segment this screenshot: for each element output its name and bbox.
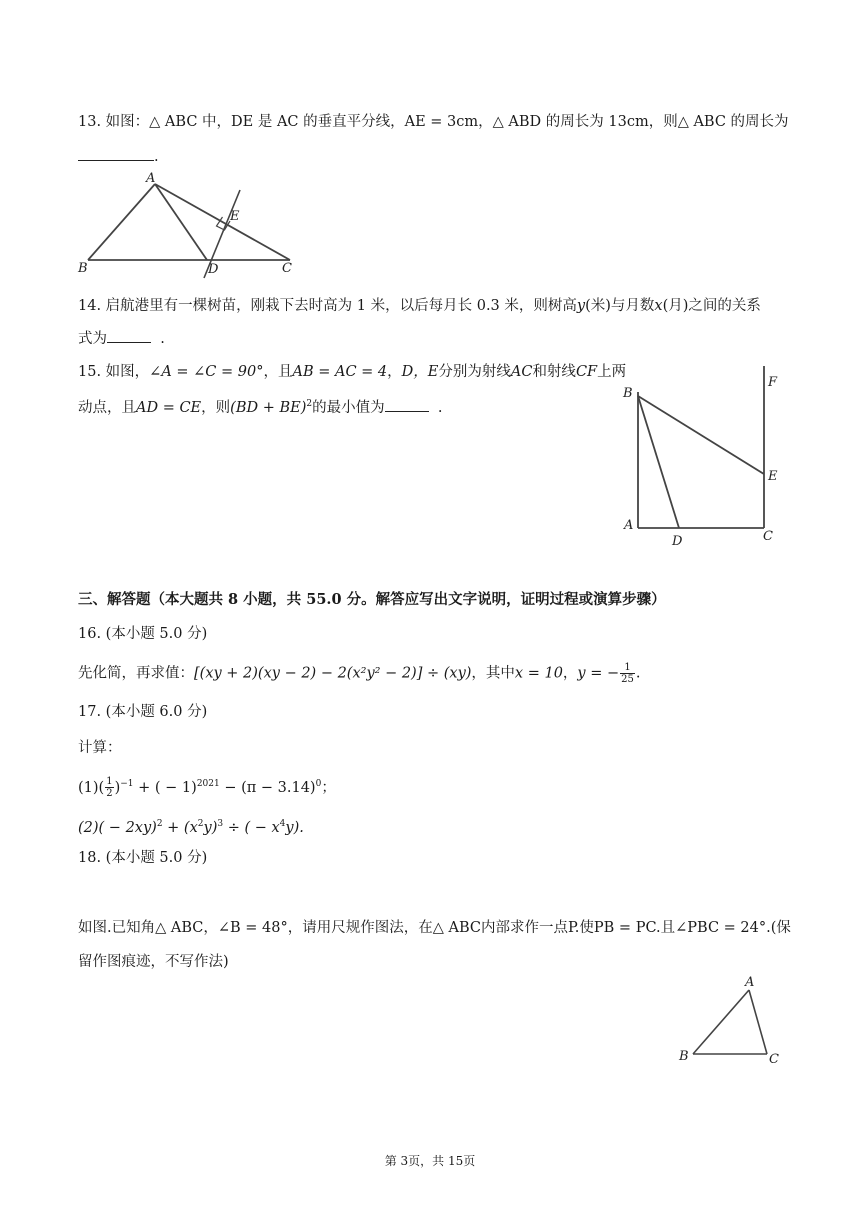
q15-text-e: 和射线 [532,364,576,380]
q18-label-a: A [745,975,755,990]
q15-ad-ce: AD = CE [136,399,202,416]
q14-unit-x: (月)之间的关系 [662,298,761,314]
q16-y-eq: y = − [577,665,620,682]
q18-label-b: B [679,1049,689,1064]
q14-tail: . [160,331,165,347]
q15-text-g: 动点，且 [78,399,136,416]
q17-intro: 计算： [78,740,122,756]
q13-label-d: D [208,262,219,277]
q17-p2-exp4: 4 [279,819,286,829]
q15-answer-blank[interactable] [385,397,429,412]
q13-line2 [78,146,159,167]
q14-unit-y: (米)与月数 [585,298,655,314]
q16-body [78,662,640,685]
q15-line2 [78,394,442,418]
q15-line1 [78,362,626,382]
q18-line1: 如图.已知角△ ABC，∠B = 48°，请用尺规作图法，在△ ABC内部求作一点P.使PB = PC.且∠PBC = 24°.(保 [78,920,791,936]
q17-p1-exp1: −1 [120,779,134,789]
q17-p1-den: 2 [106,788,113,800]
q16-fraction [620,662,635,685]
q13-label-c: C [282,261,292,276]
q13-label-b: B [78,261,88,276]
q13-answer-blank[interactable] [78,146,154,161]
q15-label-e: E [768,469,778,484]
q17-header: 17. (本小题 6.0 分) [78,704,208,720]
q17-p2-a: (2)( − 2xy) [78,819,157,836]
q15-figure [618,362,788,552]
q15-text-c: ， [387,364,402,380]
q17-part2 [78,814,304,838]
q15-label-a: A [624,518,634,533]
q15-label-c: C [763,529,773,544]
q15-text-d: 分别为射线 [438,364,511,380]
q14-line1 [78,296,761,316]
q17-p1-num: 1 [106,776,113,788]
q15-angle-eq: ∠A = ∠C = 90° [149,364,264,380]
q16-frac-num: 1 [620,662,635,674]
q14-text-a: 14. 启航港里有一棵树苗，刚栽下去时高为 1 米，以后每月长 0.3 米，则树高 [78,298,577,314]
q17-p1-tail: ； [321,779,336,796]
q15-len-eq: AB = AC = 4 [292,364,388,380]
q17-p1-mid2: − (π − 3.14) [219,779,316,796]
q16-expr: [(xy + 2)(xy − 2) − 2(x²y² − 2)] ÷ (xy) [194,665,472,682]
q13-label-e: E [230,209,240,224]
q17-p2-c: y) [203,819,218,836]
q17-part1 [78,774,336,799]
q18-line2: 留作图痕迹，不写作法) [78,954,229,970]
q17-p2-exp3: 3 [217,819,224,829]
q13-text: 13. 如图：△ ABC 中，DE 是 AC 的垂直平分线，AE = 3cm，△ ABD 的周长为 13cm，则△ ABC 的周长为 [78,114,789,130]
q15-text-h: ，则 [201,399,231,416]
q15-expr: (BD + BE) [230,399,307,416]
q17-p1-prefix: (1)( [78,779,105,796]
q16-frac-den: 25 [621,674,634,685]
q15-points-de: D，E [401,364,439,380]
q16-x-eq: x = 10 [514,665,563,682]
q16-tail: . [635,665,641,682]
q17-p1-exp2: 2021 [196,779,220,789]
q18-label-c: C [769,1052,779,1067]
q15-label-b: B [623,386,633,401]
q17-p1-mid: + ( − 1) [133,779,197,796]
page-footer: 第 3页，共 15页 [384,1154,476,1168]
q13-line1 [78,112,789,132]
q18-figure [676,972,786,1072]
q16-text-b: ，其中 [471,665,515,682]
q16-header: 16. (本小题 5.0 分) [78,626,208,642]
q15-ray-ac: AC [510,364,533,380]
q15-ray-cf: CF [575,364,598,380]
q13-tail: . [154,149,159,165]
q17-p2-d: ÷ ( − x [223,819,280,836]
q13-label-a: A [146,171,156,186]
q17-p2-b: + (x [162,819,198,836]
q14-answer-blank[interactable] [107,328,151,343]
q17-p1-exp3: 0 [315,779,322,789]
q16-text-a: 先化简，再求值： [78,665,194,682]
q15-exp: 2 [306,399,313,409]
q18-header: 18. (本小题 5.0 分) [78,850,208,866]
q17-p2-e: y). [285,819,304,836]
q15-tail: . [437,399,443,416]
q15-text-a: 15. 如图， [78,364,150,380]
q14-text-b: 式为 [78,331,107,347]
q17-p2-exp1: 2 [156,819,163,829]
q14-line2 [78,328,165,349]
q16-text-c: ， [562,665,578,682]
q17-p1-fraction [105,776,113,799]
q15-label-d: D [672,534,683,549]
q17-p1-close: ) [114,779,121,796]
q13-figure [70,168,310,278]
q15-text-f: 上两 [597,364,627,380]
q15-label-f: F [768,375,778,390]
q14-var-y: y [576,298,586,314]
q15-text-b: ，且 [263,364,293,380]
section3-title: 三、解答题（本大题共 8 小题，共 55.0 分。解答应写出文字说明，证明过程或演算步骤） [78,591,666,608]
q14-var-x: x [654,298,663,314]
q17-p2-exp2: 2 [197,819,204,829]
q15-text-i: 的最小值为 [312,399,385,416]
